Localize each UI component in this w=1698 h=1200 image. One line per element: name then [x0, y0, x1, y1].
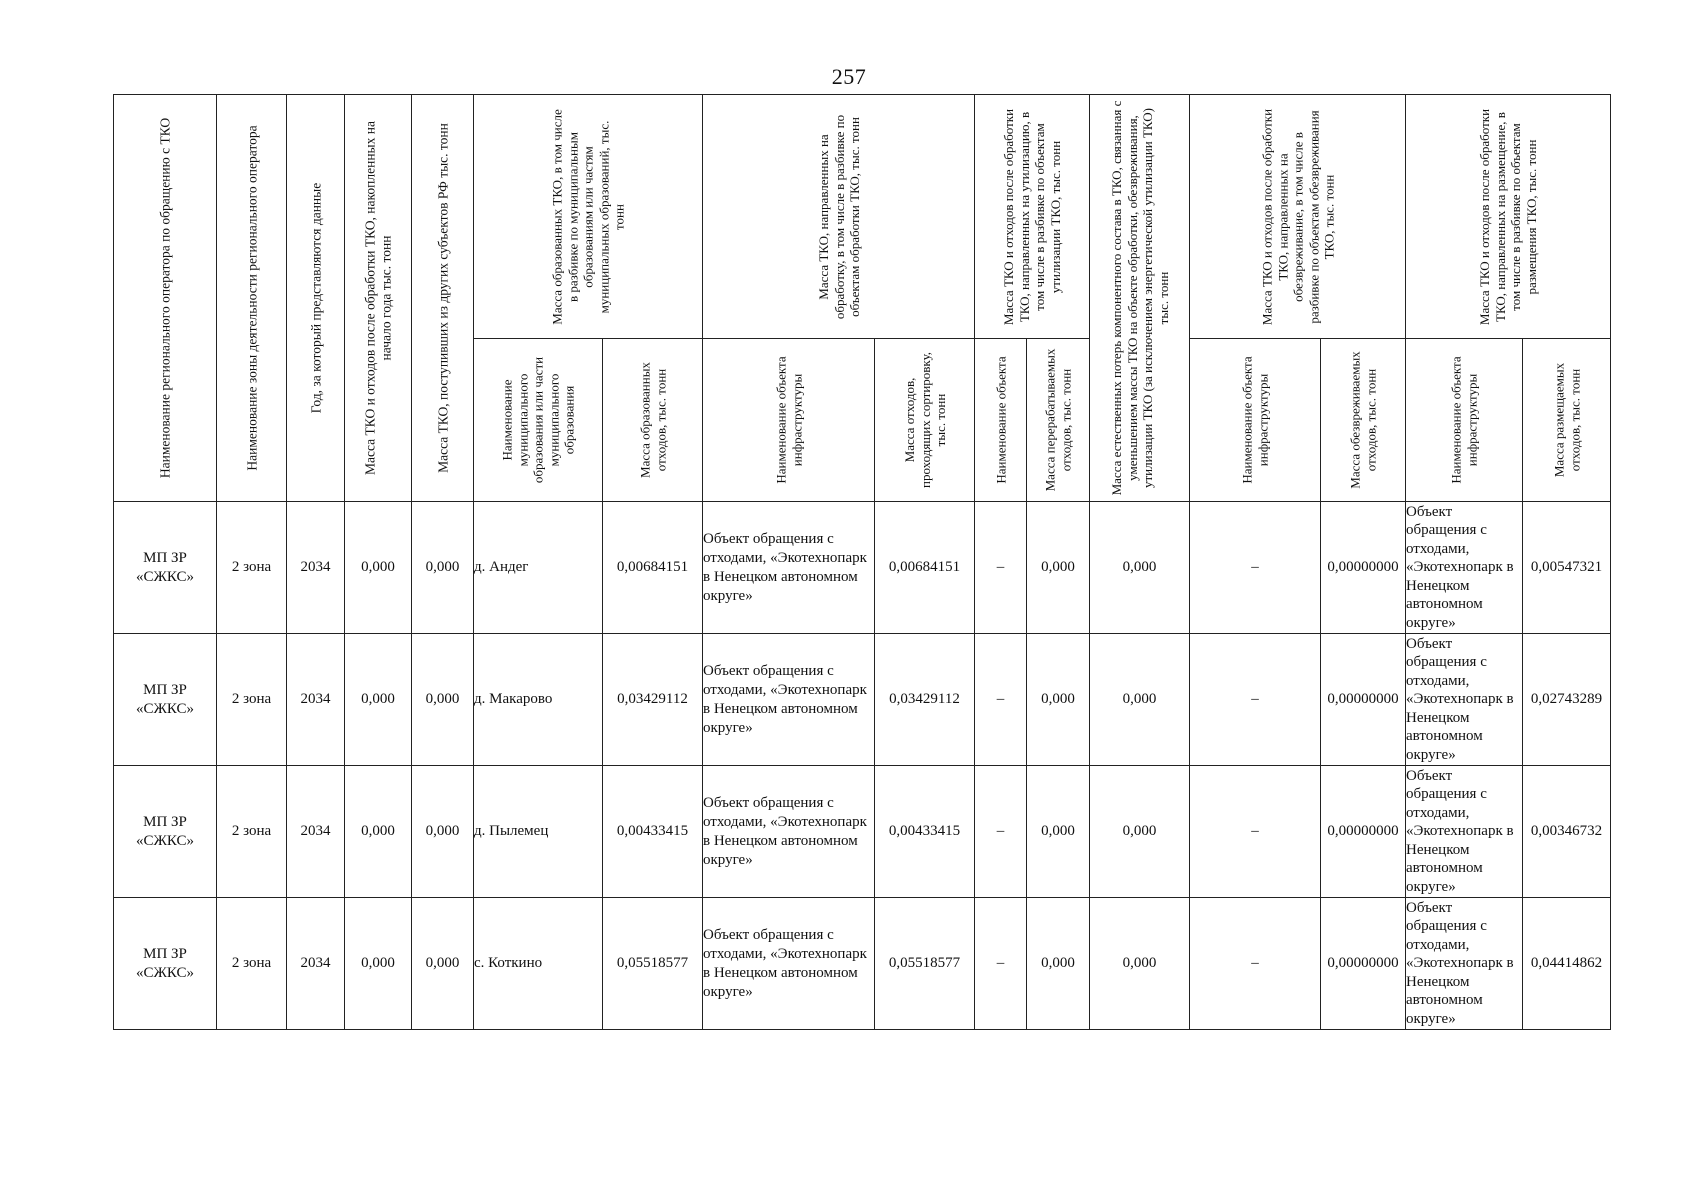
cell-zone: 2 зона	[217, 502, 287, 634]
cell-zone: 2 зона	[217, 766, 287, 898]
cell-natural-losses: 0,000	[1090, 502, 1190, 634]
header-formed-mass: Масса образованных отходов, тыс. тонн	[603, 339, 703, 502]
cell-natural-losses: 0,000	[1090, 766, 1190, 898]
header-neutralization-name: Наименование объекта инфраструктуры	[1190, 339, 1321, 502]
cell-operator: МП ЗР «СЖКС»	[114, 634, 217, 766]
cell-municipality: д. Пылемец	[474, 766, 603, 898]
cell-municipality: д. Макарово	[474, 634, 603, 766]
cell-formed-mass: 0,00433415	[603, 766, 703, 898]
table-row	[114, 898, 1611, 1030]
cell-processing-object: Объект обращения с отходами, «Экотехнопарк в Ненецком автономном округе»	[703, 502, 875, 634]
table-row	[114, 502, 1611, 634]
cell-placement-object: Объект обращения с отходами, «Экотехнопарк в Ненецком автономном округе»	[1406, 502, 1523, 634]
cell-municipality: д. Андег	[474, 502, 603, 634]
cell-operator: МП ЗР «СЖКС»	[114, 898, 217, 1030]
cell-utilization-mass: 0,000	[1027, 502, 1090, 634]
cell-neutralization-mass: 0,00000000	[1321, 502, 1406, 634]
cell-utilization-object: –	[975, 634, 1027, 766]
cell-received: 0,000	[412, 502, 474, 634]
cell-placement-object: Объект обращения с отходами, «Экотехнопарк в Ненецком автономном округе»	[1406, 898, 1523, 1030]
header-utilization-mass: Масса перерабатываемых отходов, тыс. тонн	[1027, 339, 1090, 502]
cell-utilization-object: –	[975, 898, 1027, 1030]
page-number: 257	[831, 64, 867, 89]
cell-neutralization-mass: 0,00000000	[1321, 634, 1406, 766]
cell-accumulated: 0,000	[345, 502, 412, 634]
cell-formed-mass: 0,05518577	[603, 898, 703, 1030]
header-placement-name: Наименование объекта инфраструктуры	[1406, 339, 1523, 502]
cell-accumulated: 0,000	[345, 898, 412, 1030]
cell-utilization-object: –	[975, 502, 1027, 634]
cell-utilization-mass: 0,000	[1027, 766, 1090, 898]
cell-municipality: с. Коткино	[474, 898, 603, 1030]
header-operator-name: Наименование регионального оператора по обращению с ТКО	[114, 95, 217, 502]
header-processing-mass: Масса отходов, проходящих сортировку, тыс. тонн	[875, 339, 975, 502]
header-year: Год, за который представляются данные	[287, 95, 345, 502]
header-neutralization-group: Масса ТКО и отходов после обработки ТКО, направленных на обезвреживание, в том числе в разбивке по объектам обезвреживания ТКО, тыс. тонн	[1190, 95, 1406, 339]
cell-processing-mass: 0,03429112	[875, 634, 975, 766]
header-neutralization-mass: Масса обезвреживаемых отходов, тыс. тонн	[1321, 339, 1406, 502]
cell-placement-object: Объект обращения с отходами, «Экотехнопарк в Ненецком автономном округе»	[1406, 634, 1523, 766]
cell-neutralization-object: –	[1190, 898, 1321, 1030]
header-formed-group: Масса образованных ТКО, в том числе в разбивке по муниципальным образованиям или частям муниципальных образований, тыс. тонн	[474, 95, 703, 339]
cell-neutralization-object: –	[1190, 502, 1321, 634]
cell-placement-mass: 0,04414862	[1523, 898, 1611, 1030]
header-accumulated-mass: Масса ТКО и отходов после обработки ТКО, накопленных на начало года тыс. тонн	[345, 95, 412, 502]
cell-processing-object: Объект обращения с отходами, «Экотехнопарк в Ненецком автономном округе»	[703, 898, 875, 1030]
cell-natural-losses: 0,000	[1090, 634, 1190, 766]
cell-formed-mass: 0,00684151	[603, 502, 703, 634]
header-placement-group: Масса ТКО и отходов после обработки ТКО, направленных на размещение, в том числе в разбивке по объектам размещения ТКО, тыс. тонн	[1406, 95, 1611, 339]
cell-utilization-object: –	[975, 766, 1027, 898]
waste-data-table	[113, 94, 1611, 1030]
cell-utilization-mass: 0,000	[1027, 634, 1090, 766]
cell-received: 0,000	[412, 634, 474, 766]
header-received-mass: Масса ТКО, поступивших из других субъектов РФ тыс. тонн	[412, 95, 474, 502]
cell-received: 0,000	[412, 766, 474, 898]
cell-processing-object: Объект обращения с отходами, «Экотехнопарк в Ненецком автономном округе»	[703, 766, 875, 898]
cell-received: 0,000	[412, 898, 474, 1030]
cell-zone: 2 зона	[217, 898, 287, 1030]
cell-placement-mass: 0,02743289	[1523, 634, 1611, 766]
cell-neutralization-mass: 0,00000000	[1321, 898, 1406, 1030]
cell-processing-mass: 0,00684151	[875, 502, 975, 634]
cell-processing-object: Объект обращения с отходами, «Экотехнопарк в Ненецком автономном округе»	[703, 634, 875, 766]
cell-zone: 2 зона	[217, 634, 287, 766]
cell-year: 2034	[287, 502, 345, 634]
cell-neutralization-object: –	[1190, 766, 1321, 898]
cell-placement-mass: 0,00547321	[1523, 502, 1611, 634]
table-row	[114, 634, 1611, 766]
header-natural-losses: Масса естественных потерь компонентного состава в ТКО, связанная с уменьшением массы ТКО на объекте обработки, обезвреживания, утилизации ТКО (за исключением энергетической утилизации ТКО) тыс. тонн	[1090, 95, 1190, 502]
cell-operator: МП ЗР «СЖКС»	[114, 502, 217, 634]
cell-year: 2034	[287, 634, 345, 766]
cell-operator: МП ЗР «СЖКС»	[114, 766, 217, 898]
cell-placement-object: Объект обращения с отходами, «Экотехнопарк в Ненецком автономном округе»	[1406, 766, 1523, 898]
table-row	[114, 766, 1611, 898]
cell-processing-mass: 0,05518577	[875, 898, 975, 1030]
cell-formed-mass: 0,03429112	[603, 634, 703, 766]
header-processing-group: Масса ТКО, направленных на обработку, в том числе в разбивке по объектам обработки ТКО, тыс. тонн	[703, 95, 975, 339]
cell-accumulated: 0,000	[345, 634, 412, 766]
header-utilization-group: Масса ТКО и отходов после обработки ТКО, направленных на утилизацию, в том числе в разбивке по объектам утилизации ТКО, тыс. тонн	[975, 95, 1090, 339]
cell-utilization-mass: 0,000	[1027, 898, 1090, 1030]
header-formed-name: Наименование муниципального образования или части муниципального образования	[474, 339, 603, 502]
cell-neutralization-object: –	[1190, 634, 1321, 766]
header-placement-mass: Масса размещаемых отходов, тыс. тонн	[1523, 339, 1611, 502]
header-row-groups	[114, 95, 1611, 339]
cell-accumulated: 0,000	[345, 766, 412, 898]
cell-natural-losses: 0,000	[1090, 898, 1190, 1030]
cell-year: 2034	[287, 898, 345, 1030]
cell-placement-mass: 0,00346732	[1523, 766, 1611, 898]
header-processing-name: Наименование объекта инфраструктуры	[703, 339, 875, 502]
header-zone-name: Наименование зоны деятельности регионального оператора	[217, 95, 287, 502]
header-utilization-name: Наименование объекта	[975, 339, 1027, 502]
cell-neutralization-mass: 0,00000000	[1321, 766, 1406, 898]
cell-year: 2034	[287, 766, 345, 898]
cell-processing-mass: 0,00433415	[875, 766, 975, 898]
